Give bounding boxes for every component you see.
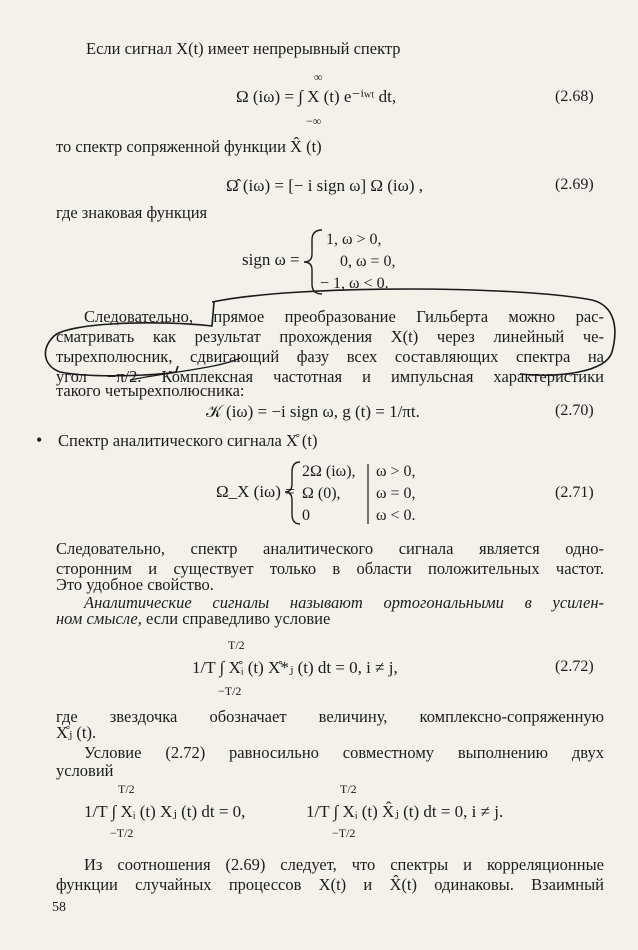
eq-number-2-70: (2.70) (555, 402, 594, 419)
para4-line1: где звездочка обозначает величину, комплексно-сопряженную (56, 707, 604, 726)
eq-number-2-68: (2.68) (555, 88, 594, 105)
sign-case-2: 0, ω = 0, (340, 253, 396, 270)
equation-2-68: Ω (iω) = ∫ X (t) e⁻ⁱʷᵗ dt, (236, 87, 397, 106)
para5-line1: Условие (2.72) равносильно совместному выполнению двух (84, 743, 604, 762)
eq-pair-b-lower: −T/2 (332, 826, 356, 840)
page-number: 58 (52, 900, 66, 915)
para1-line2: сматривать как результат прохождения X(t) через линейный че- (56, 327, 604, 346)
para2-line3: Это удобное свойство. (56, 575, 214, 594)
para1-line5: такого четырехполюсника: (56, 381, 245, 400)
equation-2-70: 𝒦 (iω) = −i sign ω, g (t) = 1/πt. (206, 402, 420, 421)
para3-line1: Аналитические сигналы называют ортогональными в усилен- (84, 593, 604, 612)
eq-pair-a-lower: −T/2 (110, 826, 134, 840)
para4-line2: X̊ⱼ (t). (56, 723, 97, 742)
sign-function-line: где знаковая функция (56, 203, 208, 222)
eq-268-lower-limit: −∞ (306, 114, 322, 128)
para6-line1: Из соотношения (2.69) следует, что спектры и корреляционные (84, 855, 604, 874)
eq-number-2-69: (2.69) (555, 176, 594, 193)
eq-number-2-71: (2.71) (555, 484, 594, 501)
eq-272-upper-limit: T/2 (228, 638, 245, 652)
para1-line4: угол −π/2. Комплексная частотная и импульсная характеристики (56, 367, 604, 386)
para2-line1: Следовательно, спектр аналитического сигнала является одно- (56, 539, 604, 558)
para5-line2: условий (56, 761, 114, 780)
eq-271-case-left-3: 0 (302, 507, 310, 524)
conjugate-line: то спектр сопряженной функции X̂ (t) (56, 137, 322, 156)
eq-272-lower-limit: −T/2 (218, 684, 242, 698)
para3-italic: ном смысле, (56, 609, 142, 628)
eq-pair-a-upper: T/2 (118, 782, 135, 796)
para3-line2 (56, 608, 330, 629)
equation-pair-a: 1/T ∫ Xᵢ (t) Xⱼ (t) dt = 0, (84, 802, 246, 821)
para1-line1: Следовательно, прямое преобразование Гильберта можно рас- (84, 307, 604, 326)
eq-271-case-right-2: ω = 0, (376, 485, 416, 502)
eq-271-lhs: Ω_X (iω) = (216, 482, 295, 501)
eq-271-case-right-1: ω > 0, (376, 463, 416, 480)
sign-case-1: 1, ω > 0, (326, 231, 382, 248)
equation-2-72: 1/T ∫ X̊ᵢ (t) X̊*ⱼ (t) dt = 0, i ≠ j, (192, 658, 398, 677)
equation-2-69: Ω̂ (iω) = [− i sign ω] Ω (iω) , (226, 176, 423, 195)
eq-271-case-left-2: Ω (0), (302, 485, 341, 502)
eq-271-case-left-1: 2Ω (iω), (302, 463, 356, 480)
intro-line: Если сигнал X(t) имеет непрерывный спектр (86, 39, 401, 58)
equation-pair-b: 1/T ∫ Xᵢ (t) X̂ⱼ (t) dt = 0, i ≠ j. (306, 802, 504, 821)
eq-271-case-right-3: ω < 0. (376, 507, 416, 524)
bullet-dot: • (36, 430, 43, 450)
eq-268-upper-limit: ∞ (314, 70, 323, 84)
analytic-signal-line: Спектр аналитического сигнала X̊ (t) (58, 431, 318, 450)
sign-case-3: − 1, ω < 0. (320, 275, 389, 292)
para1-line3: тырехполюсник, сдвигающий фазу всех составляющих спектра на (56, 347, 604, 366)
para2-line2: сторонним и существует только в области положительных частот. (56, 559, 604, 578)
para6-line2: функции случайных процессов X(t) и X̂(t) одинаковы. Взаимный (56, 875, 604, 894)
eq-pair-b-upper: T/2 (340, 782, 357, 796)
para3-rest: если справедливо условие (141, 609, 331, 628)
sign-lhs: sign ω = (242, 250, 300, 269)
eq-number-2-72: (2.72) (555, 658, 594, 675)
